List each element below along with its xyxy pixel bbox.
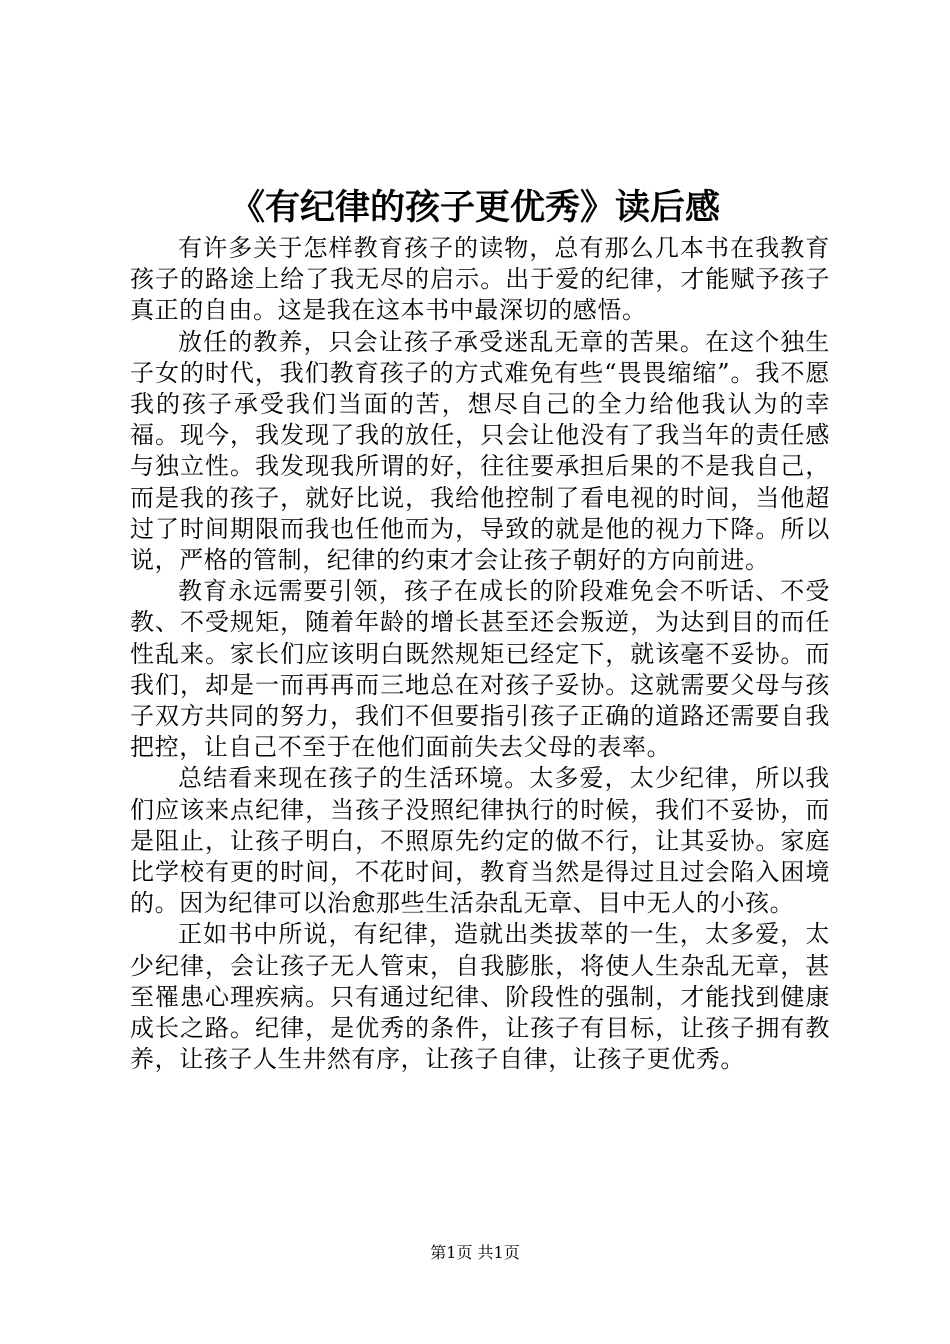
- paragraph: 放任的教养，只会让孩子承受迷乱无章的苦果。在这个独生子女的时代，我们教育孩子的方式难免有些“畏畏缩缩”。我不愿我的孩子承受我们当面的苦，想尽自己的全力给他我认为的幸福。现今，我发现了我的放任，只会让他没有了我当年的责任感与独立性。我发现我所谓的好，往往要承担后果的不是我自己，而是我的孩子，就好比说，我给他控制了看电视的时间，当他超过了时间期限而我也任他而为，导致的就是他的视力下降。所以说，严格的管制，纪律的约束才会让孩子朝好的方向前进。: [130, 327, 830, 575]
- paragraph: 总结看来现在孩子的生活环境。太多爱，太少纪律，所以我们应该来点纪律，当孩子没照纪律执行的时候，我们不妥协，而是阻止，让孩子明白，不照原先约定的做不行，让其妥协。家庭比学校有更的时间，不花时间，教育当然是得过且过会陷入困境的。因为纪律可以治愈那些生活杂乱无章、目中无人的小孩。: [130, 764, 830, 918]
- paragraph: 教育永远需要引领，孩子在成长的阶段难免会不听话、不受教、不受规矩，随着年龄的增长甚至还会叛逆，为达到目的而任性乱来。家长们应该明白既然规矩已经定下，就该毫不妥协。而我们，却是一而再再而三地总在对孩子妥协。这就需要父母与孩子双方共同的努力，我们不但要指引孩子正确的道路还需要自我把控，让自己不至于在他们面前失去父母的表率。: [130, 577, 830, 762]
- page-footer: 第1页 共1页: [430, 1243, 520, 1262]
- document-title: 《有纪律的孩子更优秀》读后感: [229, 187, 720, 228]
- document-body: [130, 233, 830, 1075]
- paragraph: 有许多关于怎样教育孩子的读物，总有那么几本书在我教育孩子的路途上给了我无尽的启示。出于爱的纪律，才能赋予孩子真正的自由。这是我在这本书中最深切的感悟。: [130, 234, 830, 325]
- paragraph: 正如书中所说，有纪律，造就出类拔萃的一生，太多爱，太少纪律，会让孩子无人管束，自我膨胀，将使人生杂乱无章，甚至罹患心理疾病。只有通过纪律、阶段性的强制，才能找到健康成长之路。纪律，是优秀的条件，让孩子有目标，让孩子拥有教养，让孩子人生井然有序，让孩子自律，让孩子更优秀。: [130, 920, 830, 1074]
